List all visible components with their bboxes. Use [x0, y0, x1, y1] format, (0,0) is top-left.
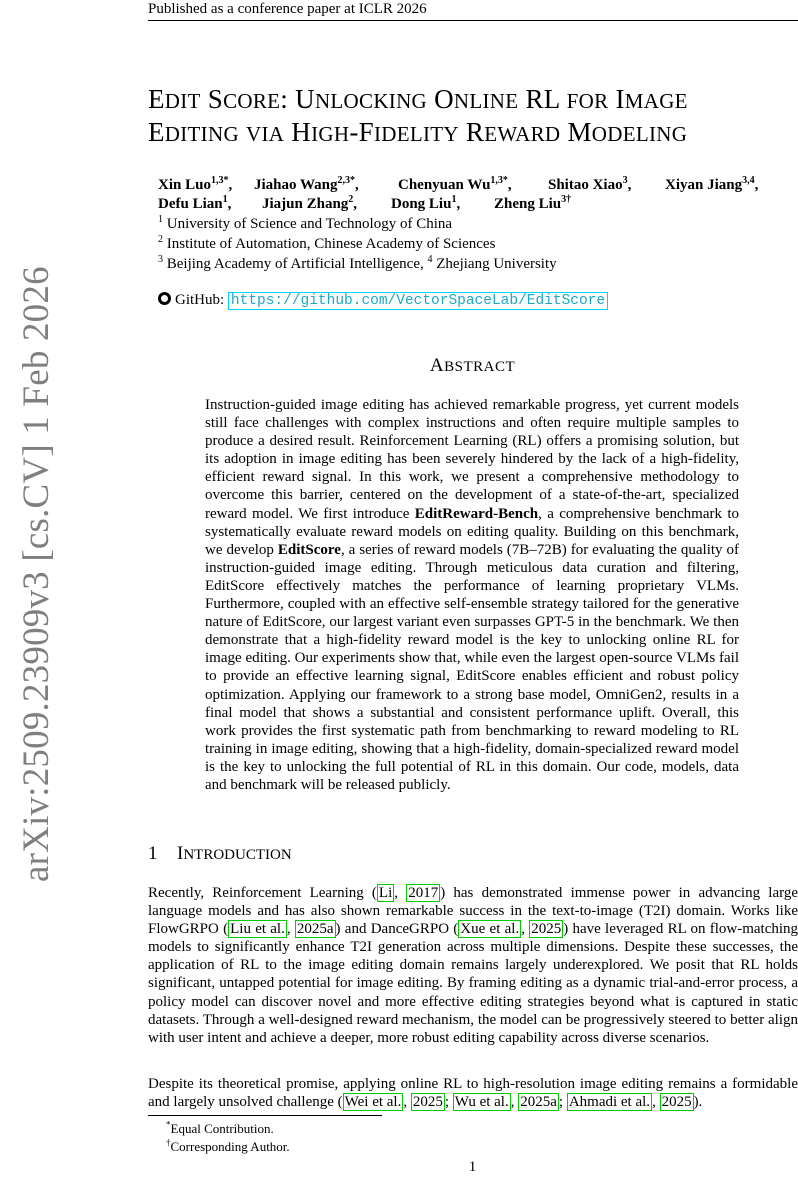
title-word: EDITING — [148, 117, 239, 147]
author-name: Dong Liu — [391, 196, 452, 212]
author: Xiyan Jiang$^{3,4}$, — [665, 175, 759, 193]
citation-year-link[interactable]: 2017 — [408, 885, 439, 901]
author: Zheng Liu$^{3\dagger}$ — [494, 194, 572, 212]
citation-link[interactable]: Liu et al. — [230, 921, 285, 938]
title-word: VIA — [245, 122, 285, 146]
title-word: SCORE — [207, 84, 281, 114]
author-name: Jiajun Zhang — [262, 196, 349, 212]
author-name: Xiyan Jiang — [665, 177, 743, 193]
title-word: REWARD — [465, 117, 561, 147]
title-word: EDIT — [148, 84, 201, 114]
title-word: HIGH — [291, 117, 350, 147]
footnote: *Equal Contribution. — [166, 1119, 274, 1136]
citation-link[interactable]: Xue et al. — [460, 921, 520, 938]
title-word: IMAGE — [615, 84, 688, 114]
github-label: GitHub: — [175, 292, 225, 308]
citation-year-link[interactable]: 2025 — [412, 1094, 443, 1111]
title-word: MODELING — [567, 117, 688, 147]
github-line — [158, 290, 608, 311]
citation-link[interactable]: Wu et al. — [454, 1094, 509, 1111]
author: Xin Luo$^{1,3*}$, — [158, 175, 233, 193]
author: Chenyuan $Wu^{1,3*}$, — [398, 175, 512, 193]
author: Defu Lian$^1$, — [158, 194, 232, 212]
citation-link[interactable]: Ahmadi et al. — [568, 1094, 651, 1111]
title-word: RL — [525, 84, 560, 114]
arxiv-stamp: arXiv:2509.23909v3 [cs.CV] 1 Feb 2026 — [16, 266, 57, 882]
author-name: Shitao Xiao — [548, 177, 623, 193]
author-list — [0, 175, 798, 215]
citation-link[interactable]: Wei et al. — [344, 1094, 402, 1111]
author: Jiajun Zhang$^2$, — [262, 194, 358, 212]
author: Dong Liu$^1$, — [391, 194, 461, 212]
author-name: Zheng Liu — [494, 196, 562, 212]
citation-year-link[interactable]: 2025 — [531, 921, 562, 938]
citation-year-link[interactable]: 2025a — [296, 921, 334, 938]
footnote: †Corresponding Author. — [166, 1137, 290, 1154]
title-word: FIDELITY — [358, 117, 459, 147]
author-name: Xin Luo — [158, 177, 211, 193]
paper-title-line-1: EDIT SCORE: UNLOCKING ONLINE RL FOR IMAGE — [148, 84, 688, 114]
header-rule — [148, 20, 798, 21]
abstract-heading: ABSTRACT — [429, 355, 516, 376]
section-heading-introduction: 1 INTRODUCTION — [148, 843, 292, 864]
intro-paragraph-2: Despite its theoretical promise, applying online RL to high-resolution image editing remains a formidable and largely unsolved challenge ( Wei et al. , 2025 ; Wu et al. , 2025a ; Ahmadi et al. , 2025 ). — [148, 1076, 798, 1111]
citation-year-link[interactable]: 2025 — [661, 1094, 692, 1111]
affiliation: $^2$ Institute of Automation, Chinese Academy of Sciences — [158, 234, 496, 252]
title-word: UNLOCKING — [295, 84, 428, 114]
paper-title-line-2: EDITING VIA HIGH-FIDELITY REWARD MODELING — [148, 117, 688, 147]
author-name: Jiahao Wang — [254, 177, 338, 193]
title-word: ONLINE — [434, 84, 519, 114]
abstract-body: Instruction-guided image editing has achieved remarkable progress, yet current models still face challenges with complex instructions and often require multiple samples to produce a desired result. Reinforcement Learning (RL) offers a promising solution, but its adoption in image editing has been severely hindered by the lack of a high-fidelity, efficient reward signal. In this work, we present a comprehensive methodology to overcome this barrier, centered on the development of a state-of-the-art, specialized reward model. We first introduce EditReward-Bench, a comprehensive benchmark to systematically evaluate reward models on editing quality. Building on this benchmark, we develop EditScore, a series of reward models (7B–72B) for evaluating the quality of instruction-guided image editing. Through meticulous data curation and filtering, EditScore effectively matches the performance of learning proprietary VLMs. Furthermore, coupled with an effective self-ensemble strategy tailored for the generative nature of EditScore, our largest variant even surpasses GPT-5 in the benchmark. We then demonstrate that a high-fidelity reward model is the key to unlocking online RL for image editing. Our experiments show that, while even the largest open-source VLMs fail to provide an effective learning signal, EditScore enables efficient and robust policy optimization. Applying our framework to a strong base model, OmniGen2, results in a final model that shows a substantial and consistent performance uplift. Overall, this work provides the first systematic path from benchmarking to reward modeling to RL training in image editing, showing that a high-fidelity, domain-specialized reward model is the key to unlocking the full potential of RL in this domain. Our code, models, data and benchmark will be released publicly. — [205, 397, 739, 793]
page-number: 1 — [468, 1159, 477, 1175]
author-name: Defu Lian — [158, 196, 223, 212]
github-link[interactable]: https://github.com/VectorSpaceLab/EditScore — [228, 292, 608, 310]
footnote-rule — [148, 1115, 382, 1116]
running-header: Published as a conference paper at ICLR 2026 — [148, 1, 427, 17]
affiliation: $^1$ University of Science and Technology of China — [158, 214, 453, 232]
github-icon — [158, 292, 171, 305]
affiliation: $^3$ Beijing Academy of Artificial Intelligence, $^4$ Zhejiang University — [158, 254, 557, 272]
author: Shitao Xiao$^3$, — [548, 175, 632, 193]
title-word: FOR — [566, 89, 609, 113]
citation-link[interactable]: Li — [378, 885, 393, 901]
intro-paragraph-1: Recently, Reinforcement Learning ( Li , 2017 ) has demonstrated immense power in advancing large language models and has also shown remarkable success in the text-to-image (T2I) domain. Works like FlowGRPO ( Liu et al. , 2025a ) and DanceGRPO ( Xue et al. , 2025 ) have leveraged RL on flow-matching models to significantly enhance T2I generation across multiple dimensions. Despite these successes, the application of RL to the image editing domain remains largely underexplored. We posit that RL holds significant, untapped potential for image editing. By framing editing as a dynamic trial-and-error process, a policy model can discover novel and more effective editing strategies beyond what is captured in static datasets. Through a well-designed reward mechanism, the model can be progressively steered to better align with user intent and achieve a deeper, more robust editing capability across diverse scenarios. — [148, 885, 798, 1046]
citation-year-link[interactable]: 2025a — [520, 1094, 557, 1111]
author-name: Chenyuan Wu — [398, 177, 491, 193]
author: Jiahao Wang$^{2,3*}$, — [254, 175, 359, 193]
